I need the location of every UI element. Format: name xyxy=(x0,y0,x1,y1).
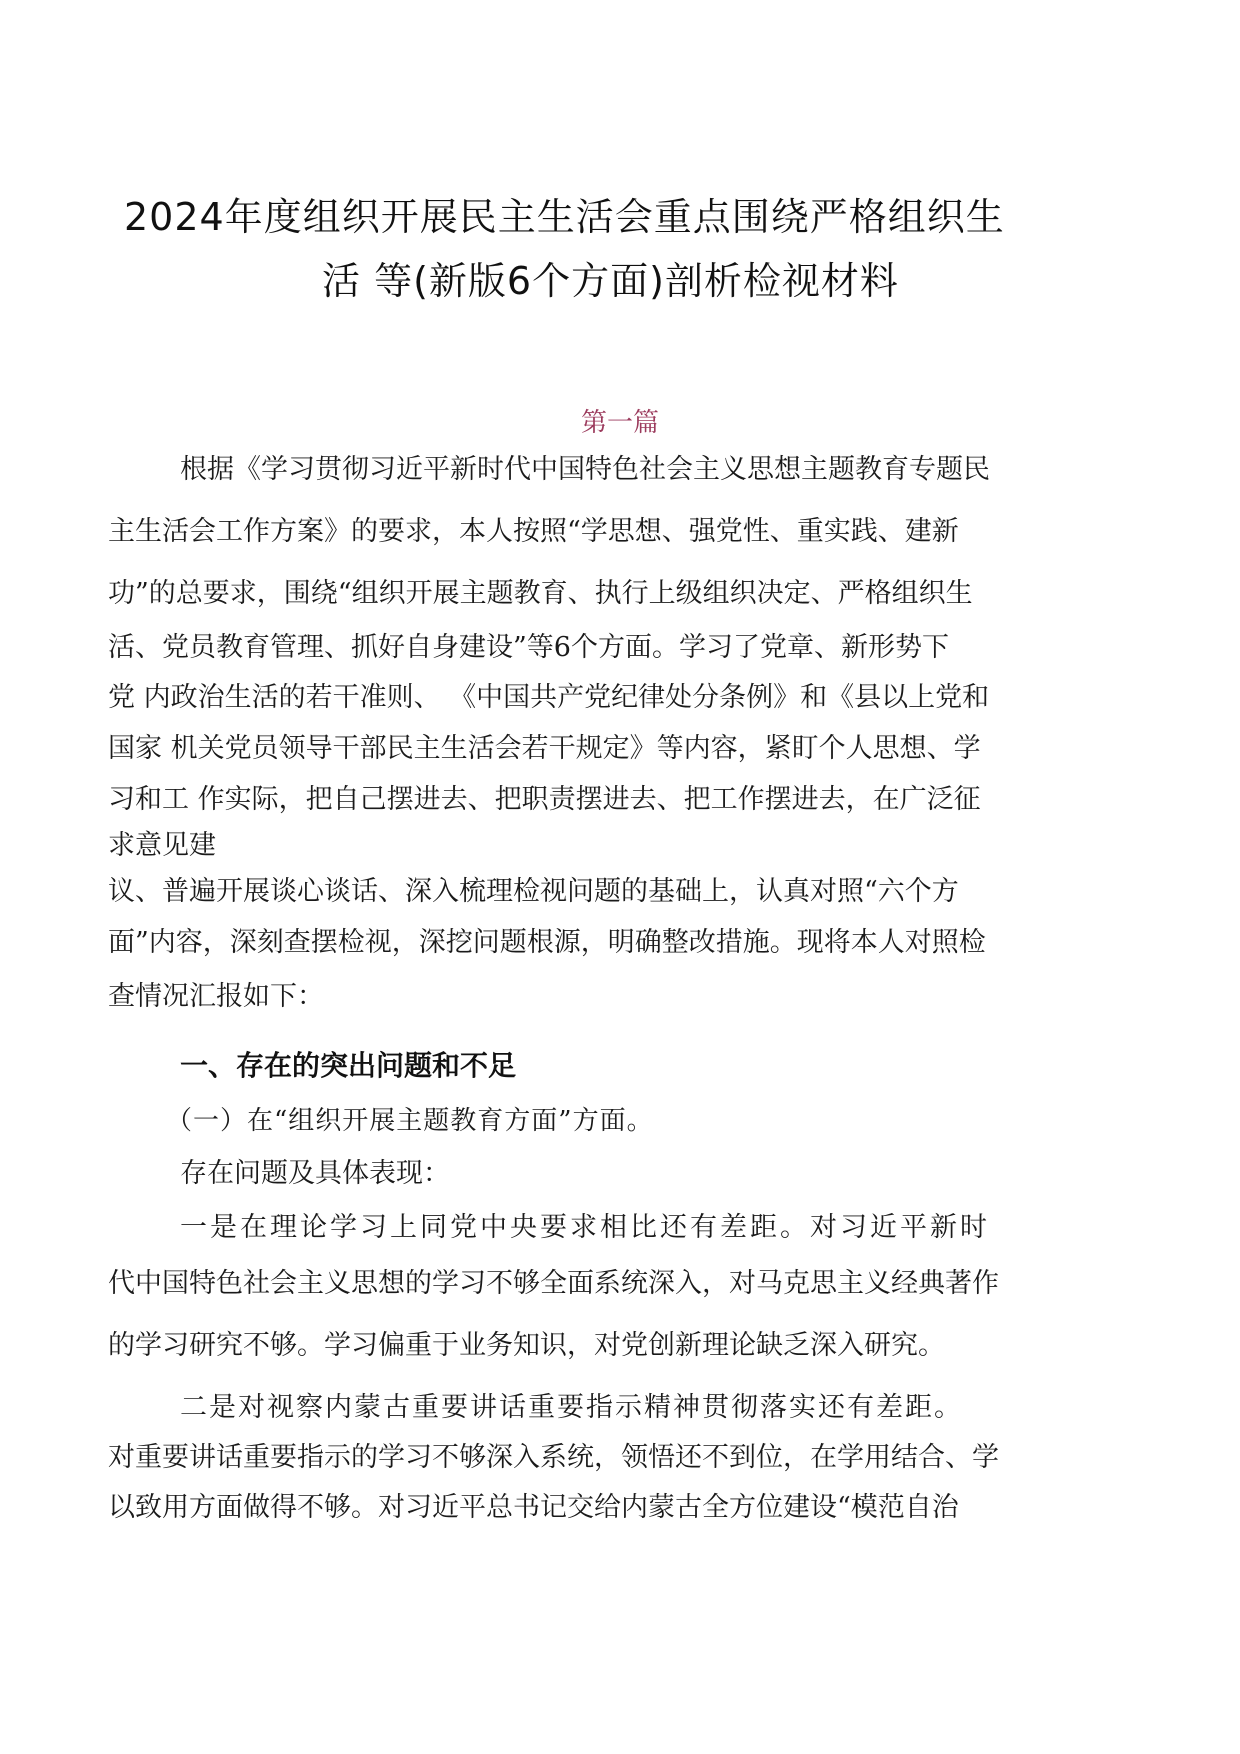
intro-line: 国家 机关党员领导干部民主生活会若干规定》等内容，紧盯个人思想、学 xyxy=(108,733,981,764)
section-label: 第一篇 xyxy=(580,408,659,438)
intro-line: 习和工 作实际，把自己摆进去、把职责摆进去、把工作摆进去，在广泛征 xyxy=(108,784,981,815)
problem-label: 存在问题及具体表现： xyxy=(180,1158,450,1189)
intro-line: 查情况汇报如下： xyxy=(108,981,324,1012)
intro-line: 求意见建 xyxy=(108,830,216,861)
intro-line: 功”的总要求，围绕“组织开展主题教育、执行上级组织决定、严格组织生 xyxy=(108,578,973,609)
intro-line: 议、普遍开展谈心谈话、深入梳理检视问题的基础上，认真对照“六个方 xyxy=(108,876,959,907)
document-title-line-2: 活 等(新版6个方面)剖析检视材料 xyxy=(322,259,899,303)
point-line: 一是在理论学习上同党中央要求相比还有差距。对习近平新时 xyxy=(180,1212,990,1243)
document-title-line-1: 2024年度组织开展民主生活会重点围绕严格组织生 xyxy=(124,195,1005,239)
subsection-heading: （一）在“组织开展主题教育方面”方面。 xyxy=(166,1106,654,1136)
intro-line: 主生活会工作方案》的要求，本人按照“学思想、强党性、重实践、建新 xyxy=(108,516,959,547)
point-line: 的学习研究不够。学习偏重于业务知识，对党创新理论缺乏深入研究。 xyxy=(108,1330,945,1361)
intro-line: 党 内政治生活的若干准则、 《中国共产党纪律处分条例》和《县以上党和 xyxy=(108,682,990,713)
point-line: 以致用方面做得不够。对习近平总书记交给内蒙古全方位建设“模范自治 xyxy=(108,1492,959,1523)
section-heading: 一、存在的突出问题和不足 xyxy=(180,1049,517,1082)
intro-line: 面”内容，深刻查摆检视，深挖问题根源，明确整改措施。现将本人对照检 xyxy=(108,927,986,958)
intro-line: 活、党员教育管理、抓好自身建设”等6个方面。学习了党章、新形势下 xyxy=(108,632,949,663)
point-line: 二是对视察内蒙古重要讲话重要指示精神贯彻落实还有差距。 xyxy=(180,1392,963,1423)
intro-line: 根据《学习贯彻习近平新时代中国特色社会主义思想主题教育专题民 xyxy=(180,454,990,485)
point-line: 代中国特色社会主义思想的学习不够全面系统深入，对马克思主义经典著作 xyxy=(108,1268,999,1299)
point-line: 对重要讲话重要指示的学习不够深入系统，领悟还不到位，在学用结合、学 xyxy=(108,1442,999,1473)
